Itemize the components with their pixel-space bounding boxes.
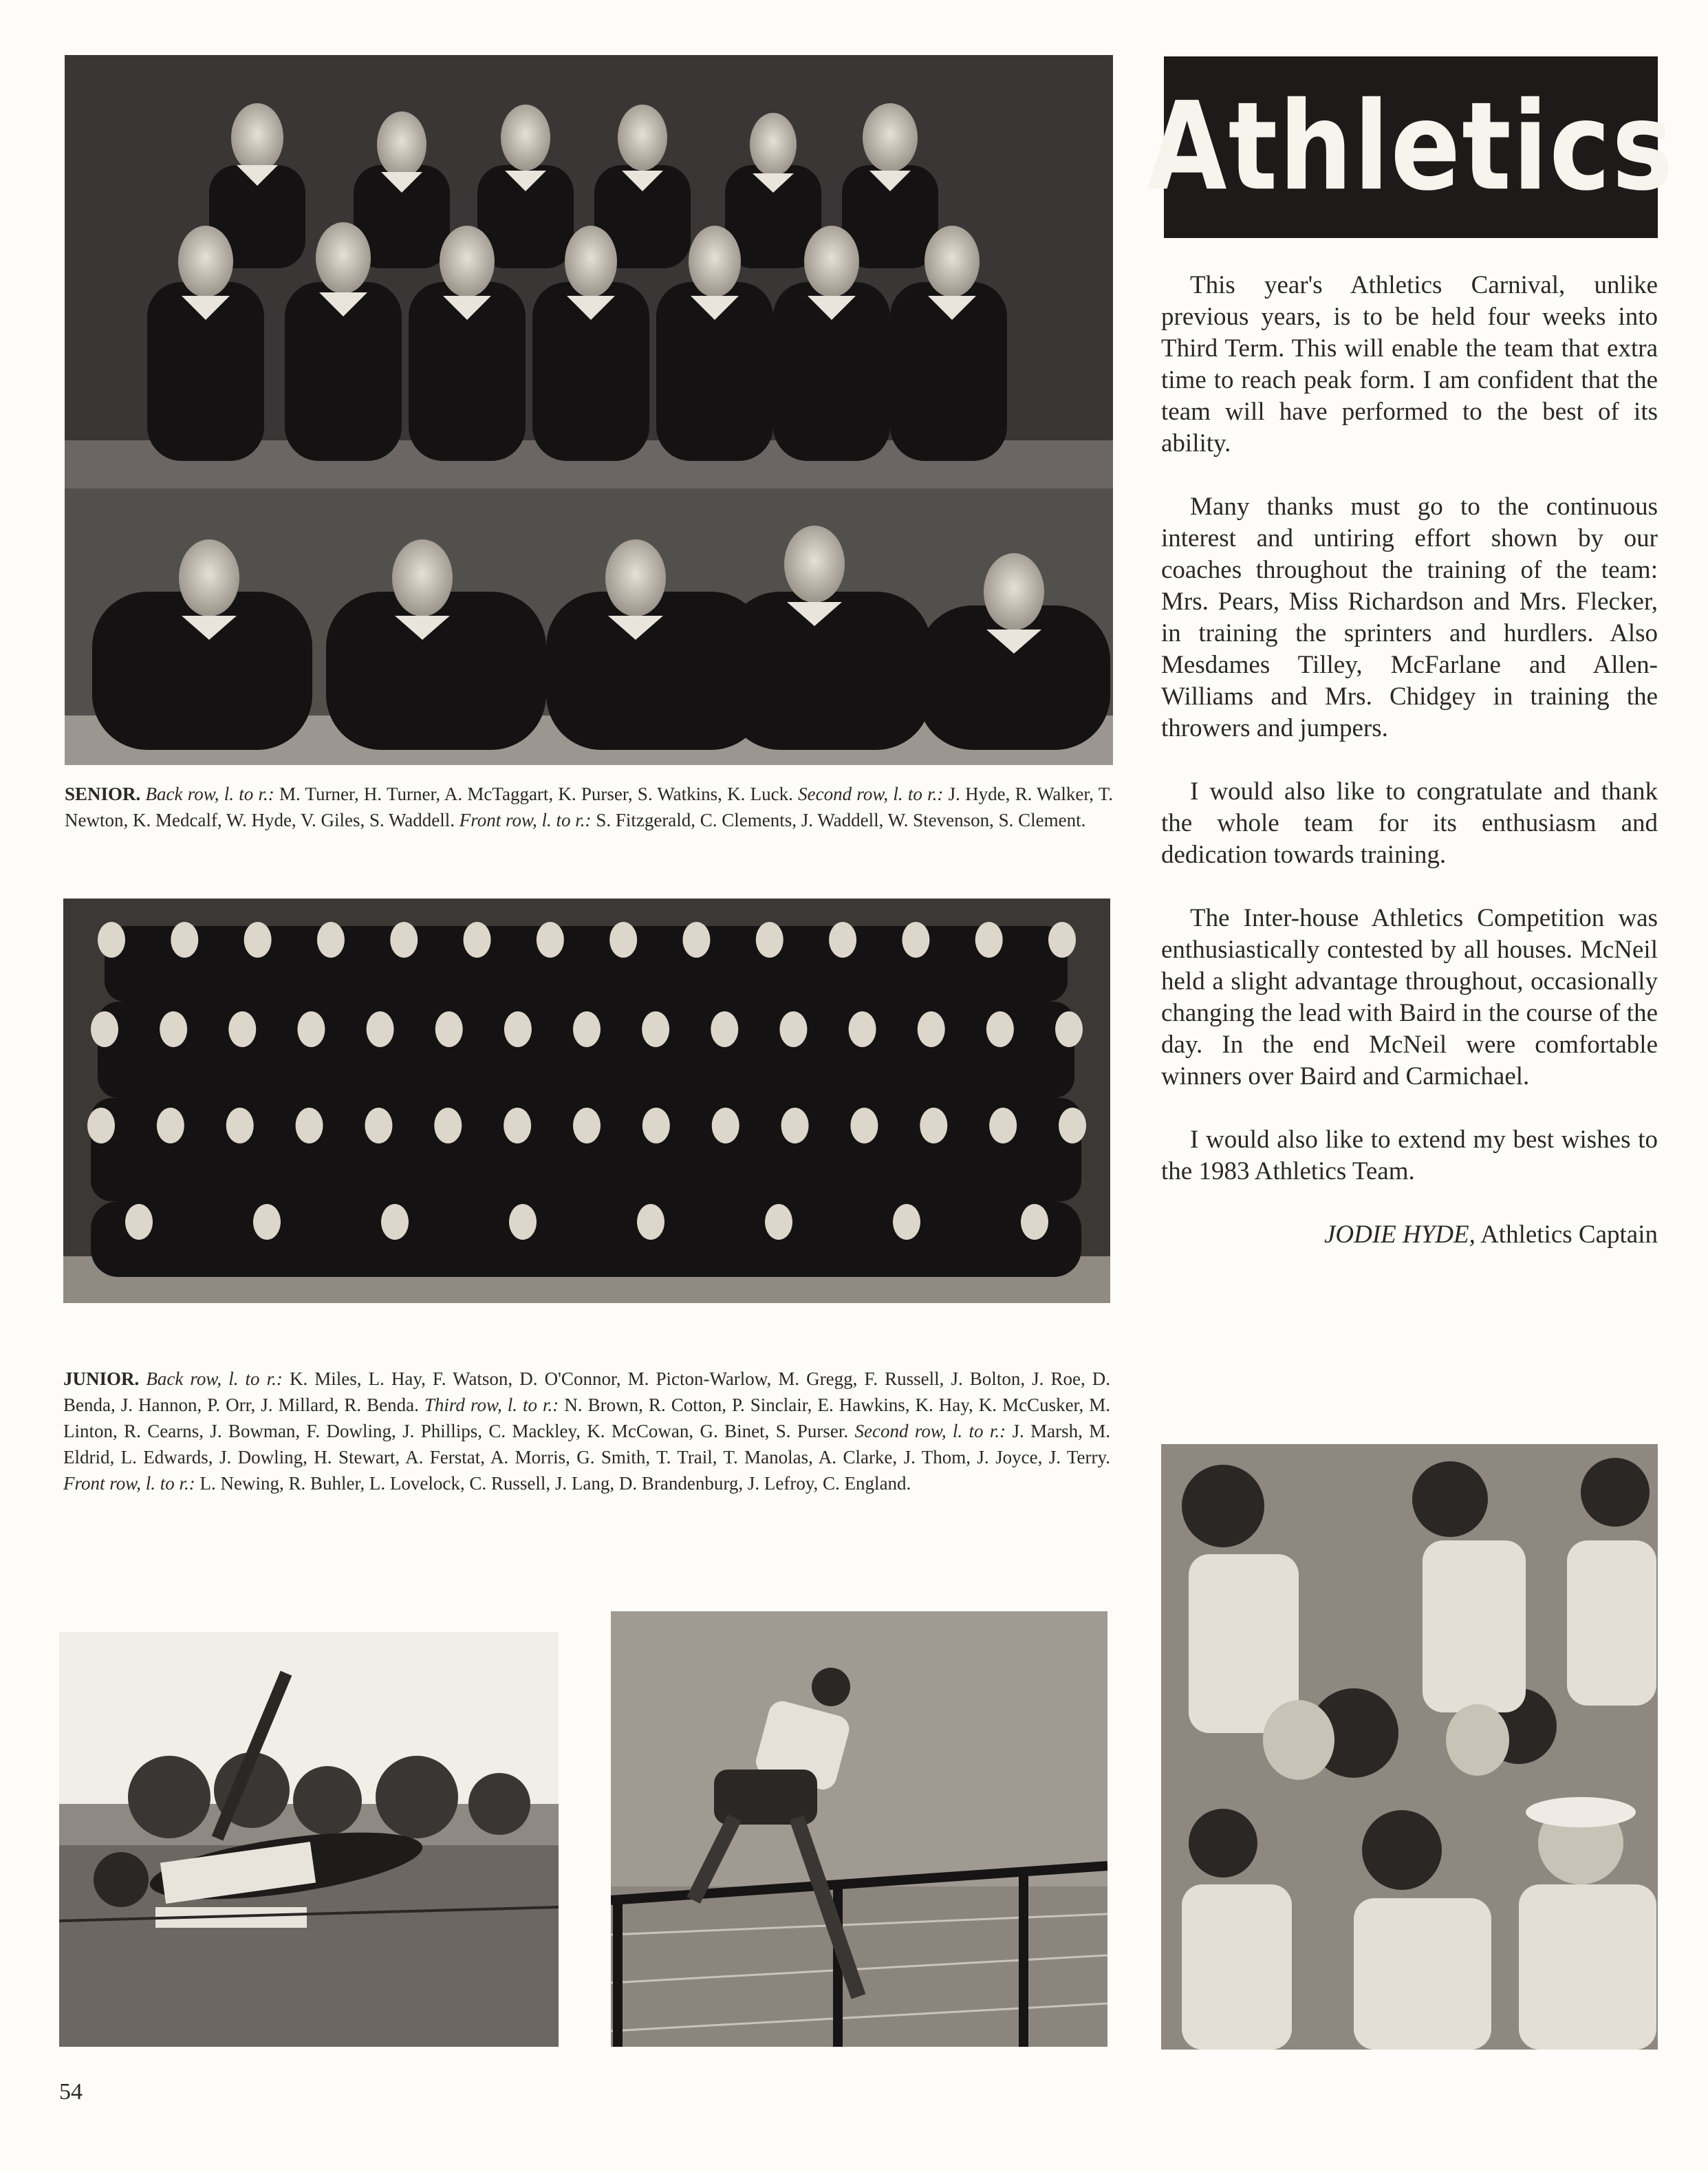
- senior-caption-label: SENIOR.: [65, 784, 141, 804]
- junior-third-row-names: N. Brown, R. Cotton, P. Sinclair, E. Hawkins, K. Hay, K. McCusker, M. Linton, R. Cearns, J. Bowman, F. Dowling, J. Phillips, C. Mackley, K. McCowan, G. Binet, S. Purser.: [63, 1395, 1111, 1441]
- article-paragraph: The Inter-house Athletics Competition was enthusiastically contested by all houses. McNeil held a slight advantage throughout, occasionally changing the lead with Baird in the course of the day. In the end McNeil were comfortable winners over Baird and Carmichael.: [1161, 904, 1658, 1090]
- senior-caption: [65, 781, 1113, 833]
- spectators-photo: [1161, 1444, 1658, 2050]
- junior-front-row-label: Front row, l. to r.:: [63, 1473, 195, 1494]
- junior-front-row-names: L. Newing, R. Buhler, L. Lovelock, C. Russell, J. Lang, D. Brandenburg, J. Lefroy, C. England.: [199, 1473, 911, 1494]
- senior-second-row-label: Second row, l. to r.:: [798, 784, 944, 804]
- article-paragraph: Many thanks must go to the continuous interest and untiring effort shown by our coaches throughout the training of the team: Mrs. Pears, Miss Richardson and Mrs. Flecker, in training the sprinters and hurdlers. Also Mesdames Tilley, McFarlane and Allen-Williams and Mrs. Chidgey in training the throwers and jumpers.: [1161, 493, 1658, 742]
- senior-team-photo-art: [65, 55, 1113, 765]
- junior-back-row-label: Back row, l. to r.:: [146, 1368, 283, 1389]
- athletics-banner: [1147, 56, 1675, 238]
- senior-front-row-names: S. Fitzgerald, C. Clements, J. Waddell, W. Stevenson, S. Clement.: [596, 810, 1086, 830]
- junior-second-row-names: J. Marsh, M. Eldrid, L. Edwards, J. Dowling, H. Stewart, A. Ferstat, A. Morris, G. Smith, T. Trail, T. Manolas, A. Clarke, J. Thom, J. Joyce, J. Terry.: [63, 1421, 1111, 1467]
- spectators-photo-art: [1161, 1444, 1658, 2050]
- senior-back-row-names: M. Turner, H. Turner, A. McTaggart, K. Purser, S. Watkins, K. Luck.: [279, 784, 793, 804]
- article-paragraph: I would also like to extend my best wishes to the 1983 Athletics Team.: [1161, 1126, 1658, 1185]
- junior-team-photo-art: [63, 899, 1110, 1303]
- senior-front-row-label: Front row, l. to r.:: [459, 810, 592, 830]
- article-paragraph: This year's Athletics Carnival, unlike previous years, is to be held four weeks into Third Term. This will enable the team that extra time to reach peak form. I am confident that the team will have performed to the best of its ability.: [1161, 271, 1658, 458]
- article-body: [1161, 270, 1658, 1251]
- banner-title: Athletics: [1147, 76, 1675, 218]
- senior-back-row-label: Back row, l. to r.:: [145, 784, 274, 804]
- article-paragraph: I would also like to congratulate and thank the whole team for its enthusiasm and dedication towards training.: [1161, 777, 1658, 869]
- high-jump-photo-art: [59, 1632, 559, 2047]
- article-signoff: [1161, 1219, 1658, 1251]
- junior-back-row-names: K. Miles, L. Hay, F. Watson, D. O'Connor, M. Picton-Warlow, M. Gregg, F. Russell, J. Bolton, J. Roe, D. Benda, J. Hannon, P. Orr, J. Millard, R. Benda.: [63, 1368, 1111, 1415]
- junior-team-photo: [63, 899, 1110, 1303]
- senior-second-row-names: J. Hyde, R. Walker, T. Newton, K. Medcalf, W. Hyde, V. Giles, S. Waddell.: [65, 784, 1114, 830]
- senior-team-photo: [65, 55, 1113, 765]
- junior-caption: [63, 1366, 1110, 1496]
- hurdles-photo-art: [611, 1611, 1107, 2047]
- junior-third-row-label: Third row, l. to r.:: [424, 1395, 559, 1415]
- junior-caption-label: JUNIOR.: [63, 1368, 140, 1389]
- author-name: JODIE HYDE,: [1323, 1221, 1475, 1249]
- high-jump-photo: [59, 1632, 559, 2047]
- author-role: Athletics Captain: [1480, 1221, 1658, 1249]
- page-number: 54: [59, 2079, 83, 2105]
- hurdles-photo: [611, 1611, 1107, 2047]
- junior-second-row-label: Second row, l. to r.:: [854, 1421, 1006, 1441]
